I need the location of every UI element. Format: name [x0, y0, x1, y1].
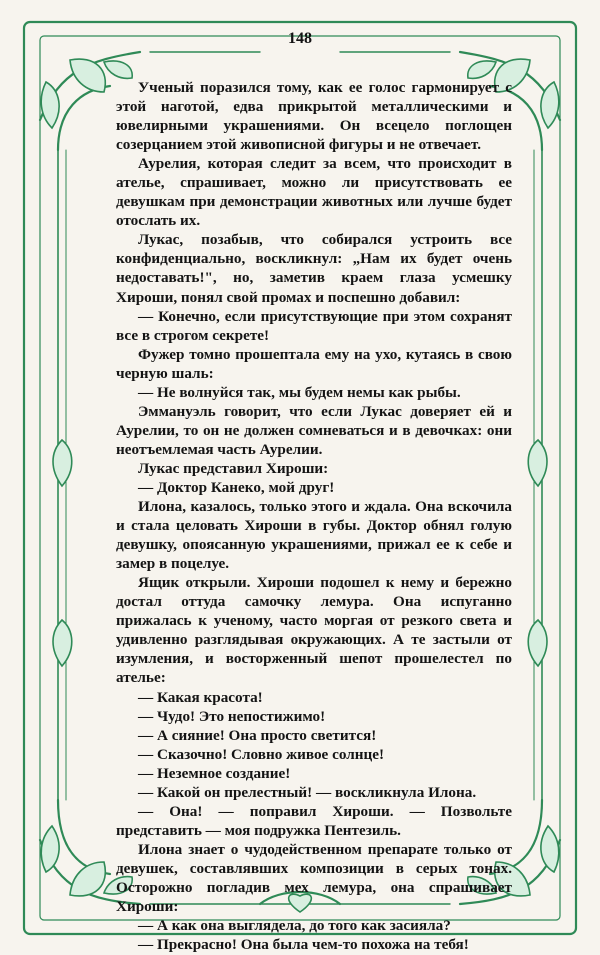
paragraph: Лукас представил Хироши: [138, 459, 329, 477]
paragraph: Ученый поразился тому, как ее голос гармонирует с этой наготой, едва прикрытой металлическими и ювелирными украшениями. Он всецело поглощен созерцанием этой живописной фигуры и не отвечает. [116, 79, 512, 154]
body-text [116, 78, 512, 954]
paragraph: — Доктор Канеко, мой друг! [138, 478, 335, 496]
page-number: 148 [288, 30, 312, 47]
leaf-bottom-right-2 [541, 826, 559, 872]
paragraph: — Какая красота! [138, 688, 263, 706]
paragraph: Ящик открыли. Хироши подошел к нему и бережно достал оттуда самочку лемура. Она испуганно прижалась к ученому, часто моргая от резкого света и удивленно разглядывая окружающих. А те застыли от изумления, и восторженный шепот прошелестел по ателье: [116, 574, 512, 687]
paragraph: — А сияние! Она просто светится! [138, 726, 377, 744]
paragraph: Аурелия, которая следит за всем, что происходит в ателье, спрашивает, можно ли присутствовать ее девушкам при демонстрации животных или лучше будет отослать их. [116, 155, 512, 230]
leaf-bottom-left-2 [41, 826, 59, 872]
paragraph: Лукас, позабыв, что собирался устроить все конфиденциально, воскликнул: „Нам их будет очень недоставать!", но, заметив краем глаза усмешку Хироши, понял свой промах и поспешно добавил: [116, 231, 512, 306]
paragraph: — Не волнуйся так, мы будем немы как рыбы. [138, 383, 461, 401]
leaf-top-left-1 [70, 59, 105, 92]
leaf-left-lower [53, 620, 72, 666]
paragraph: — Она! — поправил Хироши. — Позвольте представить — моя подружка Пентезиль. [116, 802, 512, 839]
leaf-right-middle [528, 440, 547, 486]
paragraph: — Чудо! Это непостижимо! [138, 707, 326, 725]
paragraph: Илона, казалось, только этого и ждала. Она вскочила и стала целовать Хироши в губы. Доктор обнял голую девушку, опоясанную украшениями, прижал ее к себе и замер в поцелуе. [116, 498, 512, 573]
paragraph: Эммануэль говорит, что если Лукас доверяет ей и Аурелии, то он не должен сомневаться и в девочках: они неотъемлемая часть Аурелии. [116, 402, 512, 458]
corner-curl-top-left-inner [58, 86, 110, 150]
leaf-left-middle [53, 440, 72, 486]
paragraph: — Прекрасно! Она была чем-то похожа на тебя! [138, 936, 469, 954]
leaf-top-left-3 [104, 61, 132, 78]
leaf-right-lower [528, 620, 547, 666]
paragraph: Илона знает о чудодейственном препарате только от девушек, составлявших композиции в серых тонах. Осторожно погладив мех лемура, она спрашивает Хироши: [116, 840, 512, 916]
leaf-top-right-3 [468, 61, 496, 78]
leaf-bottom-left-1 [70, 862, 105, 896]
paragraph: Фужер томно прошептала ему на ухо, кутаясь в свою черную шаль: [116, 345, 512, 382]
paragraph: — Неземное создание! [138, 764, 291, 782]
paragraph: — А как она выглядела, до того как засияла? [138, 917, 451, 935]
paragraph: — Какой он прелестный! — воскликнула Илона. [138, 783, 477, 801]
paragraph: — Сказочно! Словно живое солнце! [138, 745, 385, 763]
paragraph: — Конечно, если присутствующие при этом сохранят все в строгом секрете! [116, 307, 512, 344]
